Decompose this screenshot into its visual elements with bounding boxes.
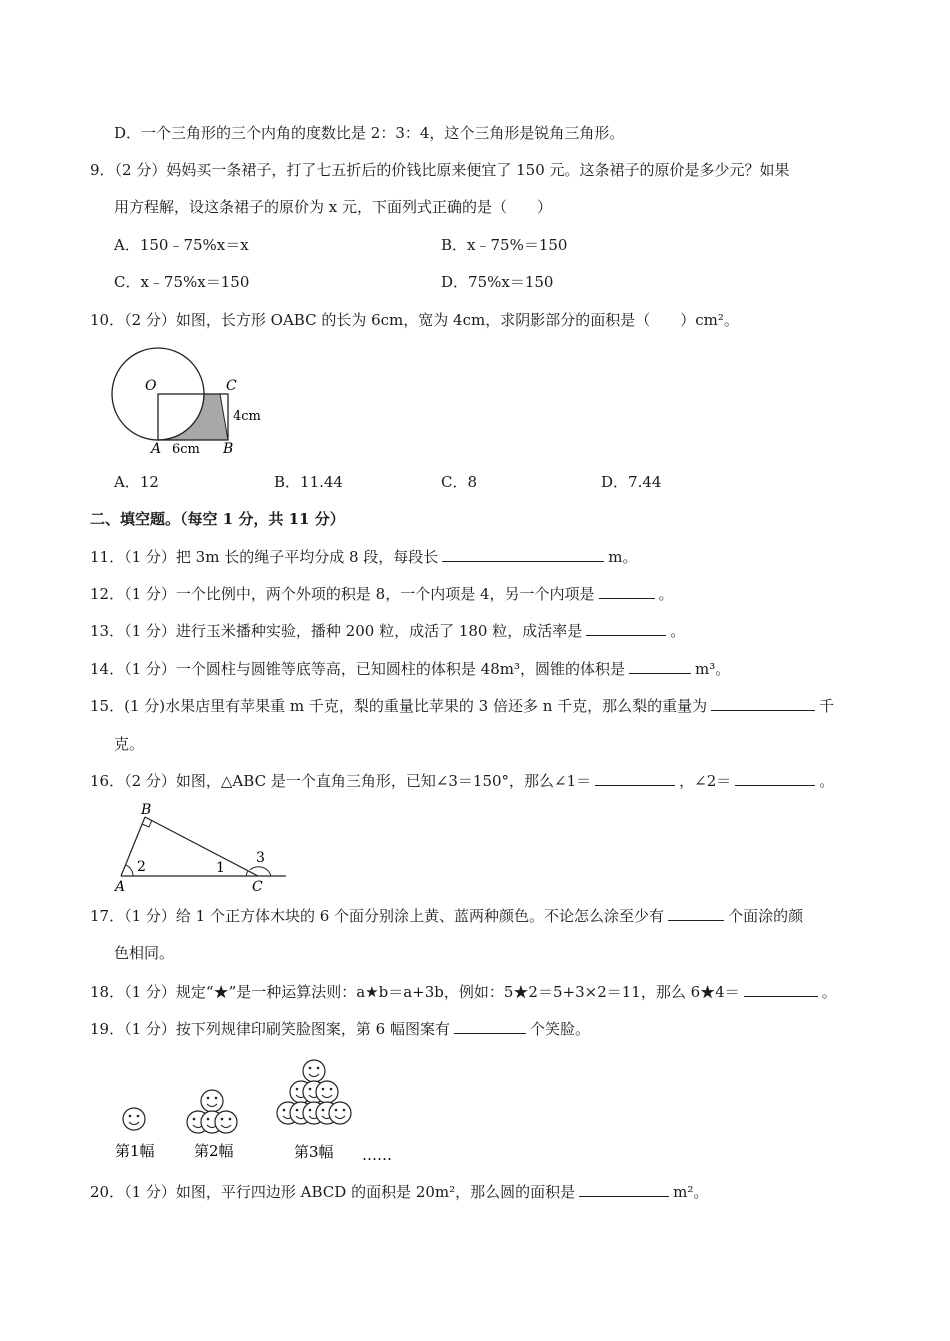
- q13-end: 。: [670, 622, 686, 640]
- q19: [90, 1018, 590, 1039]
- q16-label-a: A: [115, 879, 126, 895]
- q17-answer-blank[interactable]: [668, 906, 724, 921]
- q13-text: 13．（1 分）进行玉米播种实验，播种 200 粒，成活了 180 粒，成活率是: [90, 622, 583, 640]
- q10-label-o: O: [145, 378, 157, 394]
- q10-figure: [108, 340, 278, 458]
- q16-mid: ，∠2＝: [679, 772, 732, 790]
- q16-answer-blank-1[interactable]: [595, 771, 675, 786]
- q9-option-c: C．x﹣75%x＝150: [114, 273, 250, 291]
- q15: [90, 695, 834, 716]
- smiley-icon: [316, 1081, 338, 1103]
- q14: [90, 658, 730, 679]
- q10-label-c: C: [226, 378, 237, 394]
- q17-line2: 色相同。: [114, 944, 175, 962]
- q19-ellipsis: ……: [362, 1146, 392, 1164]
- q14-text: 14．（1 分）一个圆柱与圆锥等底等高，已知圆柱的体积是 48m³，圆锥的体积是: [90, 660, 625, 678]
- q19-text: 19．（1 分）按下列规律印刷笑脸图案，第 6 幅图案有: [90, 1020, 450, 1038]
- q12-text: 12．（1 分）一个比例中，两个外项的积是 8，一个内项是 4，另一个内项是: [90, 585, 595, 603]
- q16-figure: [108, 800, 293, 895]
- q10-label-height: 4cm: [233, 409, 261, 424]
- q15-line2: 克。: [114, 735, 145, 753]
- q16-label-c: C: [252, 879, 263, 895]
- q10-label-width: 6cm: [172, 442, 200, 457]
- q9-stem-line1: 9．（2 分）妈妈买一条裙子，打了七五折后的价钱比原来便宜了 150 元。这条裙子的原价是多少元？如果: [90, 161, 790, 179]
- q19-answer-blank[interactable]: [454, 1019, 526, 1034]
- smiley-icon: [303, 1060, 325, 1082]
- q20-answer-blank[interactable]: [579, 1182, 669, 1197]
- q9-option-a: A．150﹣75%x＝x: [114, 236, 249, 254]
- q18: [90, 981, 837, 1002]
- q17-text: 17．（1 分）给 1 个正方体木块的 6 个面分别涂上黄、蓝两种颜色。不论怎么涂至少有: [90, 907, 665, 925]
- q16-angle-1: 1: [216, 860, 225, 876]
- q13-answer-blank[interactable]: [586, 621, 666, 636]
- q10-label-a: A: [151, 441, 162, 457]
- q10-option-b: B．11.44: [274, 473, 343, 491]
- q11-unit: m。: [608, 548, 638, 566]
- q20: [90, 1181, 708, 1202]
- q15-unit-a: 千: [819, 697, 835, 715]
- q19-figure: [100, 1050, 410, 1168]
- q16-angle-2: 2: [137, 859, 146, 875]
- q10-option-c: C．8: [441, 473, 478, 491]
- q16: [90, 770, 834, 791]
- q12-answer-blank[interactable]: [599, 584, 655, 599]
- q10-stem: 10．（2 分）如图，长方形 OABC 的长为 6cm，宽为 4cm，求阴影部分的面积是（ ）cm²。: [90, 311, 739, 329]
- q13: [90, 620, 685, 641]
- q16-label-b: B: [141, 802, 152, 818]
- q9-option-b: B．x﹣75%＝150: [441, 236, 568, 254]
- q16-text: 16．（2 分）如图，△ABC 是一个直角三角形，已知∠3＝150°，那么∠1＝: [90, 772, 592, 790]
- q14-unit: m³。: [695, 660, 731, 678]
- q9-stem-line2: 用方程解，设这条裙子的原价为 x 元，下面列式正确的是（ ）: [114, 198, 552, 216]
- q16-end: 。: [819, 772, 835, 790]
- q18-end: 。: [821, 983, 837, 1001]
- q19-end: 个笑脸。: [529, 1020, 590, 1038]
- q14-answer-blank[interactable]: [629, 659, 691, 674]
- q10-option-a: A．12: [114, 473, 159, 491]
- q20-text: 20．（1 分）如图，平行四边形 ABCD 的面积是 20m²，那么圆的面积是: [90, 1183, 576, 1201]
- q19-label-2: 第2幅: [194, 1142, 234, 1160]
- q9-option-d: D．75%x＝150: [441, 273, 554, 291]
- q12-end: 。: [658, 585, 674, 603]
- q18-answer-blank[interactable]: [744, 982, 818, 997]
- q8-option-d: D．一个三角形的三个内角的度数比是 2：3：4，这个三角形是锐角三角形。: [114, 124, 625, 142]
- section-2-heading: 二、填空题。（每空 1 分，共 11 分）: [90, 510, 345, 528]
- q16-angle-3: 3: [256, 850, 265, 866]
- q18-text: 18．（1 分）规定“★”是一种运算法则：a★b＝a+3b，例如：5★2＝5+3×2＝11，那么 6★4＝: [90, 983, 740, 1001]
- q16-answer-blank-2[interactable]: [735, 771, 815, 786]
- q15-answer-blank[interactable]: [711, 696, 815, 711]
- q11: [90, 546, 638, 567]
- q12: [90, 583, 674, 604]
- smiley-icon: [329, 1102, 351, 1124]
- q11-answer-blank[interactable]: [442, 547, 604, 562]
- smiley-icon: [123, 1108, 145, 1130]
- q10-shaded-region: [158, 394, 228, 440]
- smiley-icon: [215, 1111, 237, 1133]
- q10-option-d: D．7.44: [601, 473, 662, 491]
- q15-text: 15．(1 分)水果店里有苹果重 m 千克，梨的重量比苹果的 3 倍还多 n 千克，那么梨的重量为: [90, 697, 708, 715]
- q20-unit: m²。: [673, 1183, 709, 1201]
- q19-label-3: 第3幅: [294, 1143, 334, 1161]
- q17: [90, 905, 803, 926]
- q17-text-end: 个面涂的颜: [728, 907, 804, 925]
- q11-text: 11．（1 分）把 3m 长的绳子平均分成 8 段，每段长: [90, 548, 439, 566]
- q10-label-b: B: [223, 441, 234, 457]
- smiley-icon: [201, 1090, 223, 1112]
- q19-label-1: 第1幅: [115, 1142, 155, 1160]
